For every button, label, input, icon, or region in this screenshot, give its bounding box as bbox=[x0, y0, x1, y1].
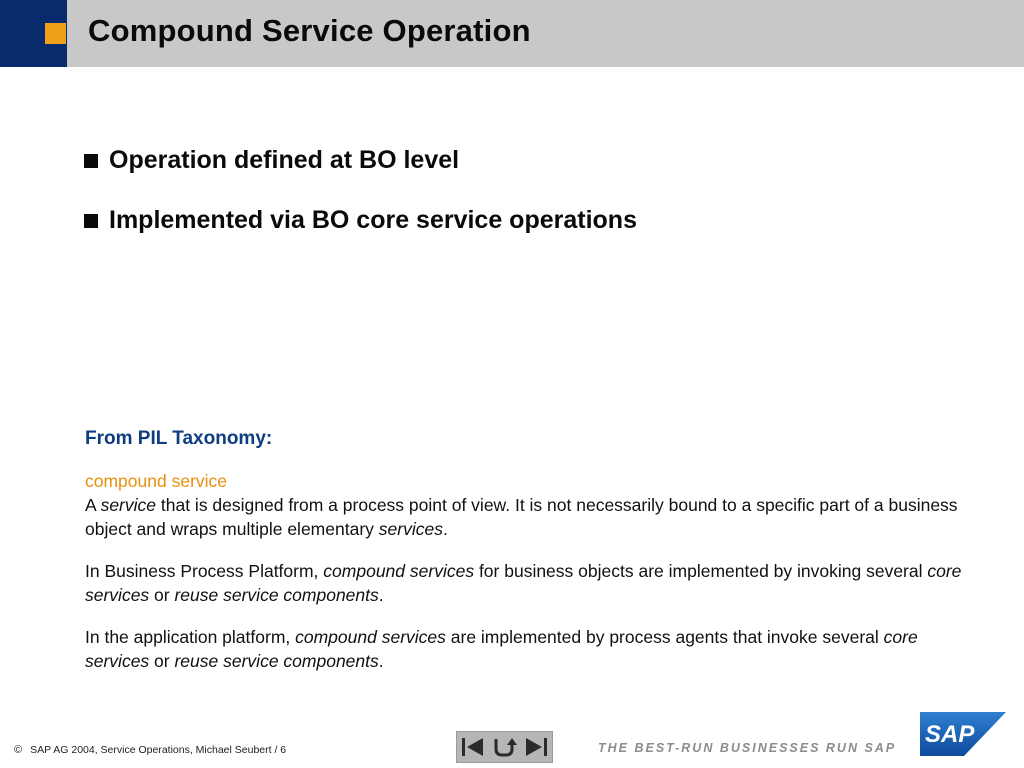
bullet-text: Operation defined at BO level bbox=[109, 146, 460, 174]
paragraph-italic: core services bbox=[85, 627, 918, 671]
definition-text: that is designed from a process point of view. It is not necessarily bound to a specific part of a business object and wraps multiple elementary bbox=[85, 495, 958, 539]
bullet-list bbox=[84, 144, 984, 264]
header-accent-square bbox=[45, 23, 66, 44]
sap-logo-text: SAP bbox=[925, 721, 975, 748]
first-slide-button[interactable] bbox=[459, 734, 487, 760]
bullet-item bbox=[84, 204, 984, 237]
return-icon bbox=[491, 736, 517, 758]
return-button[interactable] bbox=[490, 734, 518, 760]
bullet-square-icon bbox=[84, 214, 98, 228]
slide-title: Compound Service Operation bbox=[88, 13, 531, 48]
paragraph-italic: compound services bbox=[295, 627, 446, 647]
registered-mark: ® bbox=[972, 745, 978, 754]
footer-copyright bbox=[14, 744, 286, 756]
definition-italic: service bbox=[100, 495, 157, 515]
taxonomy-definition bbox=[85, 469, 980, 541]
sap-logo bbox=[920, 712, 1006, 756]
paragraph-italic: reuse service components bbox=[174, 651, 379, 671]
bullet-text: Implemented via BO core service operations bbox=[109, 206, 637, 234]
paragraph-text: . bbox=[378, 651, 384, 671]
paragraph-text: for business objects are implemented by invoking several bbox=[474, 561, 928, 581]
bullet-item bbox=[84, 144, 984, 177]
bullet-square-icon bbox=[84, 154, 98, 168]
first-slide-icon bbox=[460, 736, 486, 758]
taxonomy-heading: From PIL Taxonomy: bbox=[85, 428, 273, 449]
paragraph-text: In the application platform, bbox=[85, 627, 296, 647]
taxonomy-app-paragraph bbox=[85, 625, 980, 673]
slide-navigation bbox=[456, 731, 553, 763]
paragraph-text: In Business Process Platform, bbox=[85, 561, 324, 581]
taxonomy-block bbox=[85, 427, 980, 691]
paragraph-text: . bbox=[378, 585, 384, 605]
slide-header bbox=[0, 0, 1024, 67]
paragraph-italic: core services bbox=[85, 561, 962, 605]
taxonomy-term: compound service bbox=[85, 471, 228, 491]
sap-tagline: THE BEST-RUN BUSINESSES RUN SAP bbox=[598, 741, 897, 755]
definition-italic: services bbox=[378, 519, 443, 539]
copyright-text: SAP AG 2004, Service Operations, Michael Seubert / 6 bbox=[30, 744, 287, 756]
taxonomy-bpp-paragraph bbox=[85, 559, 980, 607]
paragraph-text: or bbox=[149, 651, 175, 671]
definition-text: . bbox=[442, 519, 448, 539]
copyright-symbol: © bbox=[14, 744, 23, 756]
paragraph-italic: compound services bbox=[323, 561, 475, 581]
paragraph-italic: reuse service components bbox=[174, 585, 379, 605]
paragraph-text: or bbox=[149, 585, 175, 605]
last-slide-button[interactable] bbox=[522, 734, 550, 760]
last-slide-icon bbox=[523, 736, 549, 758]
paragraph-text: are implemented by process agents that invoke several bbox=[445, 627, 884, 647]
definition-text: A bbox=[85, 495, 101, 515]
